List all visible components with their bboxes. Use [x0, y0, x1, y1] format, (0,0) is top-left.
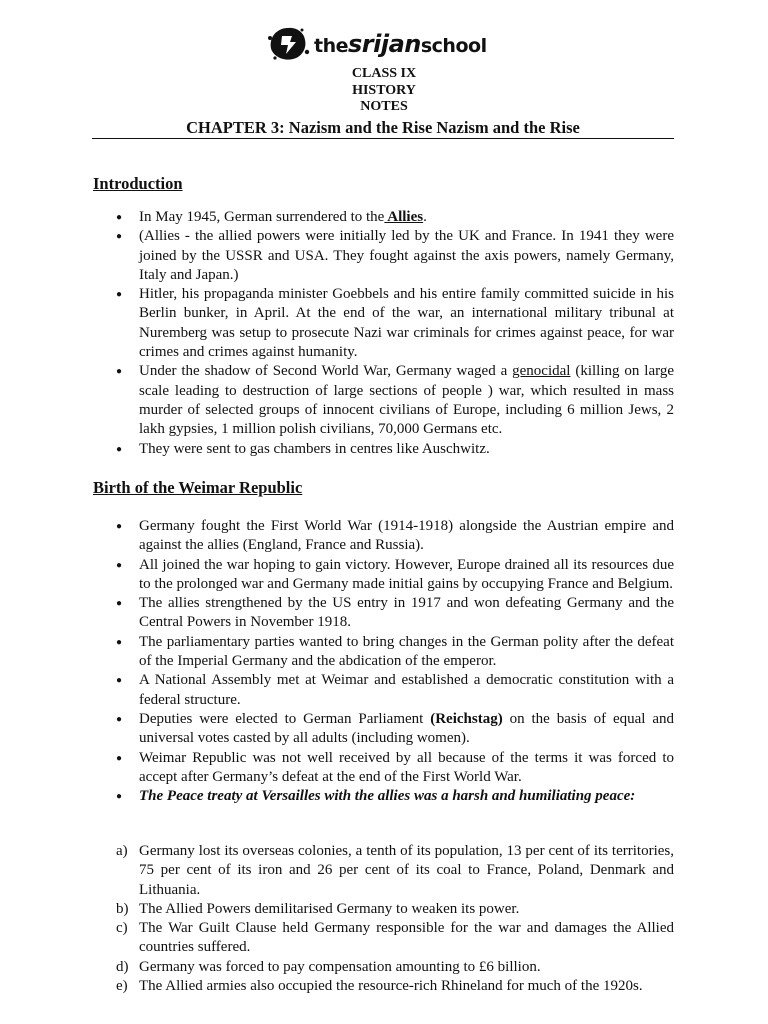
subject-heading: HISTORY: [352, 83, 416, 98]
reichstag-term: (Reichstag): [430, 710, 503, 727]
class-heading: CLASS IX: [351, 66, 417, 81]
versailles-terms-list: [0, 842, 768, 996]
section-title-introduction: Introduction: [93, 174, 183, 193]
list-item: d) Germany was forced to pay compensation amounting to £6 billion.: [116, 958, 541, 975]
list-item: ● The Peace treaty at Versailles with the allies was a harsh and humiliating peace:: [0, 787, 674, 806]
list-item: ● All joined the war hoping to gain victory. However, Europe drained all its resources due to the prolonged war and Germany made initial gains by occupying France and Belgium.: [0, 556, 674, 595]
list-item: ● They were sent to gas chambers in centres like Auschwitz.: [0, 440, 674, 459]
title-divider: [92, 138, 674, 139]
list-item: ● In May 1945, German surrendered to the Allies.: [0, 208, 674, 227]
allies-link: Allies: [384, 209, 424, 225]
list-item: ● A National Assembly met at Weimar and established a democratic constitution with a federal structure.: [0, 671, 674, 710]
notes-heading: NOTES: [360, 99, 408, 114]
logo-srijan: srijan: [348, 30, 421, 58]
list-item: ● The allies strengthened by the US entry in 1917 and won defeating Germany and the Central Powers in November 1918.: [0, 594, 674, 633]
introduction-list: [0, 208, 768, 459]
list-item: ● Germany fought the First World War (1914-1918) alongside the Austrian empire and against the allies (England, France and Russia).: [0, 517, 674, 556]
list-item: ● (Allies - the allied powers were initially led by the UK and France. In 1941 they were joined by the USSR and USA. They fought against the axis powers, namely Germany, Italy and Japan.): [0, 227, 674, 285]
school-logo: [266, 26, 487, 62]
splash-logo-icon: [266, 26, 310, 62]
chapter-title: CHAPTER 3: Nazism and the Rise Nazism and the Rise: [186, 118, 580, 137]
list-item: ● Under the shadow of Second World War, Germany waged a genocidal (killing on large scale leading to destruction of large sections of people ) war, which resulted in mass murder of selected groups of innocent civilians of Europe, including 6 million Jews, 2 lakh gypsies, 1 million polish civilians, 70,000 Germans etc.: [0, 362, 674, 439]
section-title-weimar: Birth of the Weimar Republic: [93, 478, 303, 497]
list-item: ● The parliamentary parties wanted to bring changes in the German polity after the defeat of the Imperial Germany and the abdication of the emperor.: [0, 633, 674, 672]
list-item: b) The Allied Powers demilitarised Germany to weaken its power.: [116, 900, 520, 917]
list-item: e) The Allied armies also occupied the resource-rich Rhineland for much of the 1920s.: [116, 978, 643, 995]
list-item: ● Weimar Republic was not well received by all because of the terms it was forced to accept after Germany’s defeat at the end of the First World War.: [0, 749, 674, 788]
logo-the: the: [314, 35, 348, 57]
list-item: c) The War Guilt Clause held Germany responsible for the war and damages the Allied countries suffered.: [116, 920, 674, 956]
list-item: ● Deputies were elected to German Parliament (Reichstag) on the basis of equal and universal votes casted by all adults (including women).: [0, 710, 674, 749]
list-item: a) Germany lost its overseas colonies, a tenth of its population, 13 per cent of its territories, 75 per cent of its iron and 26 per cent of its coal to France, Poland, Denmark and Lithuania.: [116, 843, 674, 898]
genocidal-term: genocidal: [512, 363, 571, 380]
weimar-list: [0, 517, 768, 806]
logo-school: school: [420, 35, 487, 57]
logo-wordmark: [314, 30, 487, 58]
list-item: ● Hitler, his propaganda minister Goebbels and his entire family committed suicide in his Berlin bunker, in April. At the end of the war, an international military tribunal at Nuremberg was setup to prosecute Nazi war criminals for crimes against peace, for war crimes and crimes against humanity.: [0, 285, 674, 362]
